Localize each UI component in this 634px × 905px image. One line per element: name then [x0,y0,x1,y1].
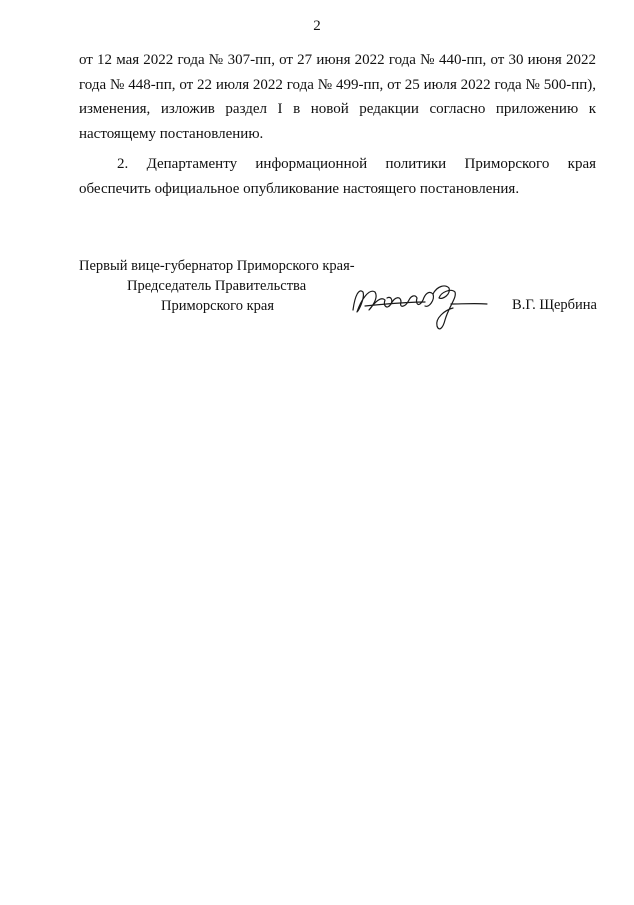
signatory-title-line2: Председатель Правительства [127,278,307,294]
page-number: 2 [313,18,321,34]
signatory-title-line1: Первый вице-губернатор Приморского края- [79,258,355,274]
signatory-name: В.Г. Щербина [512,297,597,313]
paragraph-item-2: 2. Департаменту информационной политики Приморского края обеспечить официальное опубликование настоящего постановления. [79,156,596,197]
signatory-title-line3: Приморского края [161,298,275,314]
handwritten-signature [345,270,495,340]
paragraph-continuation: от 12 мая 2022 года № 307-пп, от 27 июня 2022 года № 440-пп, от 30 июня 2022 года № 448-пп, от 22 июля 2022 года № 499-пп, от 25 июля 2022 года № 500-пп), изменения, изложив раздел I в новой редакции согласно приложению к настоящему постановлению. [79,52,596,142]
